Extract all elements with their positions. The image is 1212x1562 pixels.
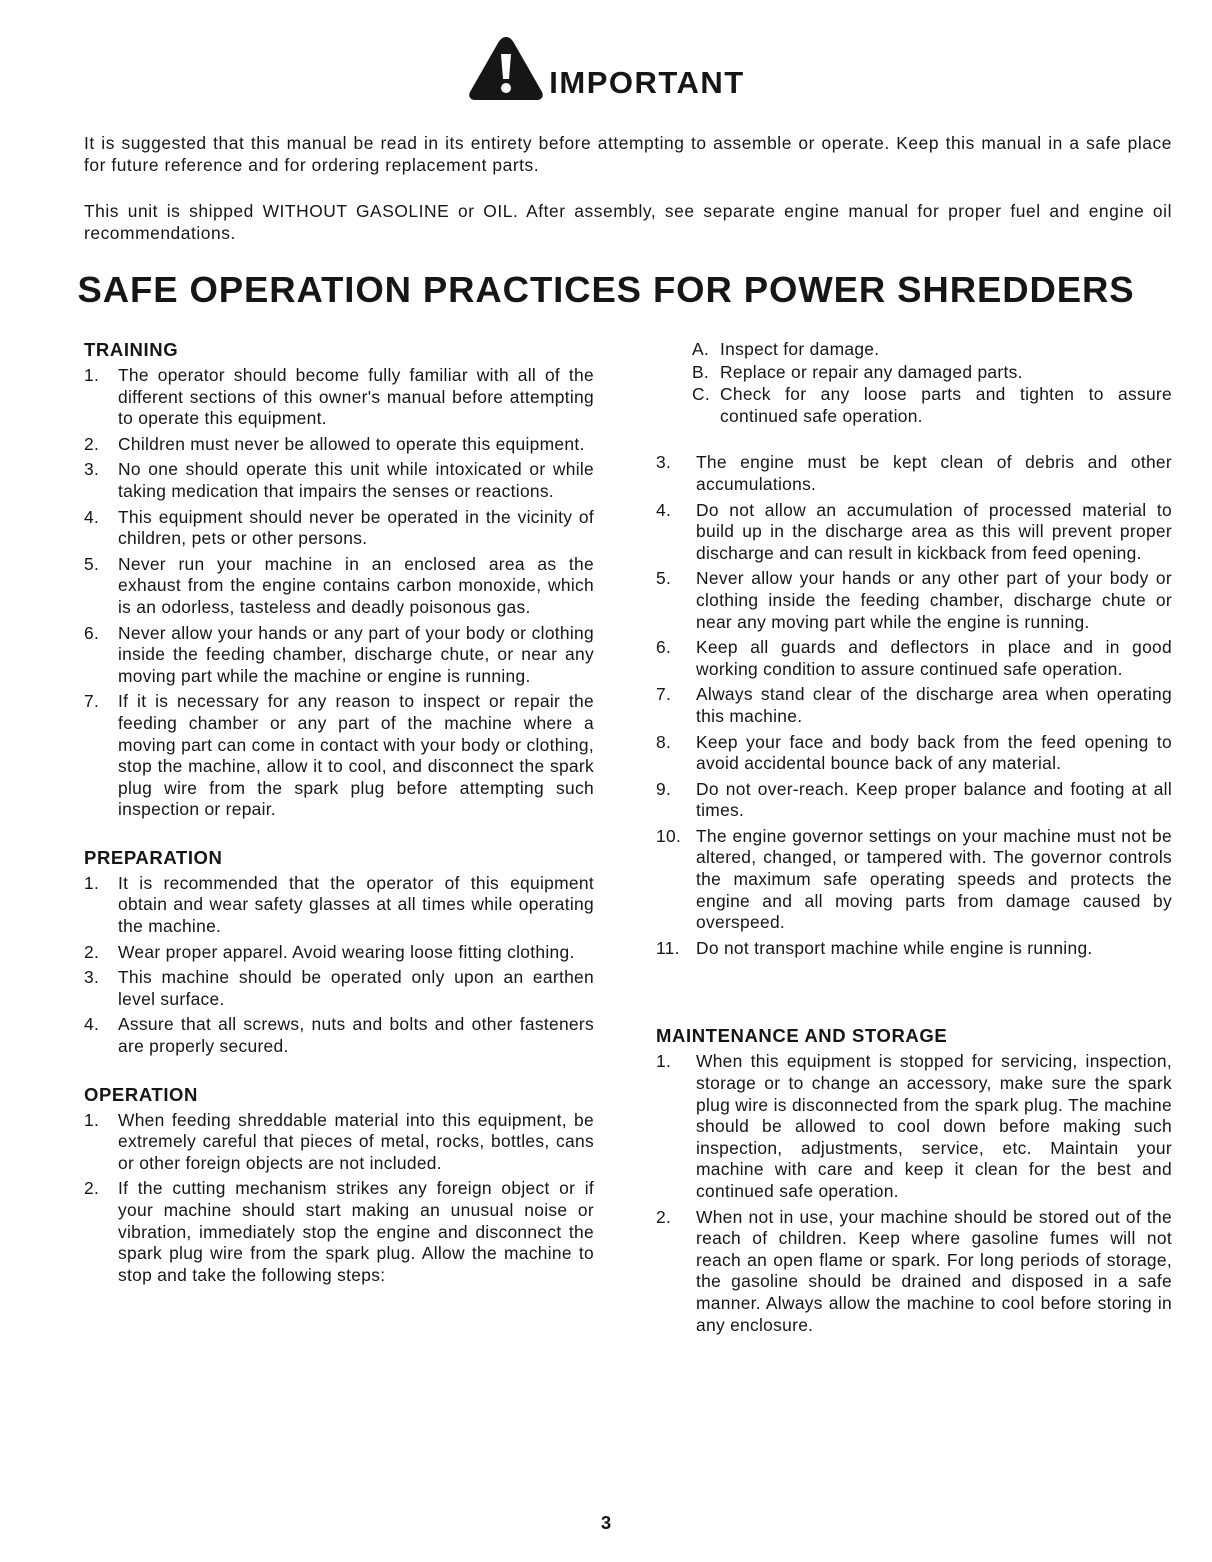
item-number: 1. <box>84 1109 100 1130</box>
training-item <box>84 554 594 619</box>
item-text: When feeding shreddable material into this equipment, be extremely careful that pieces of metal, rocks, bottles, cans or other foreign objects are not included. <box>118 1109 594 1173</box>
page-number: 3 <box>600 1512 612 1533</box>
operation-item <box>656 500 1172 565</box>
main-title: SAFE OPERATION PRACTICES FOR POWER SHREDDERS <box>77 269 1135 310</box>
section-heading-operation: OPERATION <box>84 1083 199 1105</box>
item-text: Never allow your hands or any other part of your body or clothing inside the feeding chamber, discharge chute or near any moving part while the engine is running. <box>696 568 1172 632</box>
left-column <box>84 339 594 1290</box>
item-text: It is recommended that the operator of this equipment obtain and wear safety glasses at all times while operating the machine. <box>118 872 594 937</box>
operation-list-continued <box>656 452 1172 959</box>
item-text: This machine should be operated only upon an earthen level surface. <box>118 967 594 1009</box>
operation-item <box>656 452 1172 495</box>
item-number: 2. <box>84 433 100 454</box>
operation-step <box>692 339 1172 361</box>
item-number: 2. <box>84 1178 100 1199</box>
item-text: Always stand clear of the discharge area when operating this machine. <box>696 684 1172 726</box>
item-number: 7. <box>84 691 100 712</box>
maintenance-item <box>656 1207 1172 1337</box>
item-text: Never run your machine in an enclosed area as the exhaust from the engine contains carbon monoxide, which is an odorless, tasteless and deadly poisonous gas. <box>118 553 594 617</box>
training-item <box>84 365 594 430</box>
operation-steps-list <box>656 339 1172 427</box>
training-item <box>84 434 594 456</box>
item-text: The engine governor settings on your machine must not be altered, changed, or tampered with. The governor controls the maximum safe operating speeds and protects the engine and all moving parts from damage caused by overspeed. <box>696 825 1172 933</box>
item-number: 3. <box>84 459 100 480</box>
operation-item <box>656 938 1172 960</box>
operation-item <box>656 637 1172 680</box>
item-number: 4. <box>656 499 672 520</box>
important-header <box>0 34 1212 102</box>
operation-item <box>84 1110 594 1175</box>
item-text: Replace or repair any damaged parts. <box>720 361 1023 382</box>
item-text: Wear proper apparel. Avoid wearing loose fitting clothing. <box>118 941 575 962</box>
operation-item <box>656 826 1172 934</box>
item-text: Never allow your hands or any part of your body or clothing inside the feeding chamber, discharge chute, or near any moving part while the machine or engine is running. <box>118 622 594 686</box>
item-text: Keep your face and body back from the feed opening to avoid accidental bounce back of any material. <box>696 731 1172 774</box>
item-text: Check for any loose parts and tighten to assure continued safe operation. <box>720 384 1172 426</box>
item-text: This equipment should never be operated in the vicinity of children, pets or other persons. <box>118 506 594 549</box>
intro-paragraph-shipping: This unit is shipped WITHOUT GASOLINE or OIL. After assembly, see separate engine manual for proper fuel and engine oil recommendations. <box>84 201 1172 243</box>
item-number: B. <box>692 361 710 382</box>
item-text: When this equipment is stopped for servicing, inspection, storage or to change an accessory, make sure the spark plug wire is disconnected from the spark plug. The machine should be allowed to cool down before making such inspection, adjustments, service, etc. Maintain your machine with care and keep it clean for the best and continued safe operation. <box>696 1051 1172 1201</box>
item-number: C. <box>692 384 710 405</box>
item-number: 7. <box>656 684 672 705</box>
item-text: If it is necessary for any reason to inspect or repair the feeding chamber or any part of the machine where a moving part can come in contact with your body or clothing, stop the machine, allow it to cool, and disconnect the spark plug wire from the spark plug before attempting such inspection or repair. <box>118 691 594 820</box>
item-number: 10. <box>656 825 682 846</box>
item-text: The engine must be kept clean of debris and other accumulations. <box>696 452 1172 494</box>
item-text: Do not allow an accumulation of processed material to build up in the discharge area as this will prevent proper discharge and can result in kickback from feed opening. <box>696 499 1172 563</box>
preparation-item <box>84 1014 594 1057</box>
intro-paragraph-manual: It is suggested that this manual be read in its entirety before attempting to assemble or operate. Keep this manual in a safe place for future reference and for ordering replacement parts. <box>84 133 1172 175</box>
operation-list <box>84 1110 594 1287</box>
operation-step <box>692 384 1172 427</box>
item-number: 1. <box>84 872 100 893</box>
item-number: 5. <box>656 568 672 589</box>
item-text: Do not over-reach. Keep proper balance and footing at all times. <box>696 778 1172 821</box>
item-number: 3. <box>656 452 672 473</box>
item-number: A. <box>692 339 710 359</box>
preparation-item <box>84 967 594 1010</box>
training-item <box>84 623 594 688</box>
item-text: When not in use, your machine should be stored out of the reach of children. Keep where gasoline fumes will not reach an open flame or spark. For long periods of storage, the gasoline should be drained and disposed in a safe manner. Always allow the machine to cool before storing in any enclosure. <box>696 1206 1172 1335</box>
item-number: 2. <box>84 941 100 962</box>
item-number: 5. <box>84 553 100 574</box>
training-item <box>84 691 594 821</box>
operation-item <box>656 779 1172 822</box>
training-item <box>84 459 594 502</box>
warning-triangle-icon <box>467 34 545 102</box>
important-title: IMPORTANT <box>549 65 745 100</box>
training-item <box>84 507 594 550</box>
item-text: Do not transport machine while engine is running. <box>696 937 1093 958</box>
operation-item <box>656 684 1172 727</box>
item-text: Assure that all screws, nuts and bolts and other fasteners are properly secured. <box>118 1014 594 1057</box>
item-number: 6. <box>656 637 672 658</box>
maintenance-item <box>656 1051 1172 1202</box>
item-number: 4. <box>84 506 100 527</box>
right-column <box>656 339 1172 1340</box>
item-number: 9. <box>656 778 672 799</box>
item-text: Inspect for damage. <box>720 339 880 359</box>
preparation-item <box>84 873 594 938</box>
item-text: No one should operate this unit while intoxicated or while taking medication that impairs the senses or reactions. <box>118 459 594 501</box>
operation-item <box>656 732 1172 775</box>
item-text: Children must never be allowed to operate this equipment. <box>118 433 585 454</box>
maintenance-list <box>656 1051 1172 1336</box>
operation-item <box>84 1178 594 1286</box>
item-number: 1. <box>656 1051 672 1072</box>
item-text: If the cutting mechanism strikes any foreign object or if your machine should start making an unusual noise or vibration, immediately stop the engine and disconnect the spark plug wire from the spark plug. Allow the machine to stop and take the following steps: <box>118 1178 594 1285</box>
preparation-item <box>84 942 594 964</box>
section-heading-maintenance: MAINTENANCE AND STORAGE <box>656 1025 948 1047</box>
item-number: 11. <box>656 937 680 958</box>
item-number: 4. <box>84 1014 100 1035</box>
operation-step <box>692 362 1172 384</box>
section-heading-training: TRAINING <box>84 339 179 360</box>
section-heading-preparation: PREPARATION <box>84 846 223 868</box>
preparation-list <box>84 873 594 1058</box>
item-number: 8. <box>656 731 672 752</box>
training-list <box>84 365 594 821</box>
item-number: 1. <box>84 365 100 385</box>
item-number: 2. <box>656 1206 672 1227</box>
item-text: The operator should become fully familiar with all of the different sections of this owner's manual before attempting to operate this equipment. <box>118 365 594 429</box>
item-number: 6. <box>84 622 100 643</box>
operation-item <box>656 568 1172 633</box>
item-text: Keep all guards and deflectors in place and in good working condition to assure continued safe operation. <box>696 637 1172 679</box>
item-number: 3. <box>84 967 100 988</box>
